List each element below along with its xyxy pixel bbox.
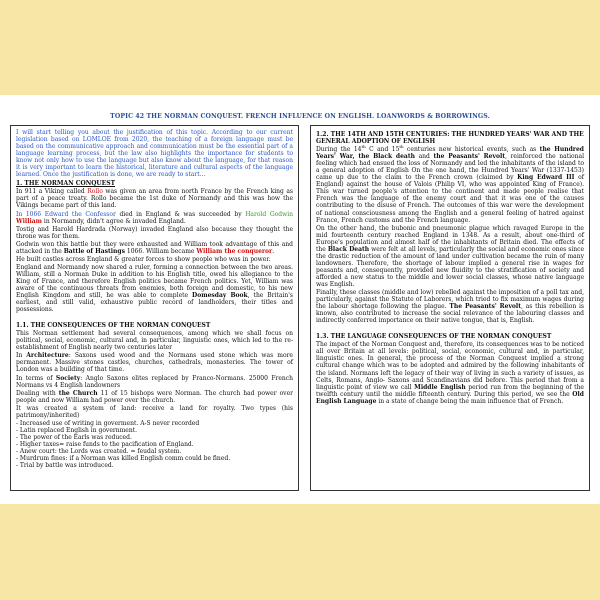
paragraph-hastings: [16, 241, 293, 255]
bold-domesday: Domesday Book: [192, 292, 248, 300]
text: in a state of change being the main influence that of French.: [376, 397, 564, 405]
section-heading-consequences: 1.1. THE CONSEQUENCES OF THE NORMAN CONQUEST: [16, 322, 211, 330]
bullet-item: - Increased use of writing in goverment. A-S never recorded: [16, 419, 200, 427]
text: 1066. William became: [124, 247, 197, 255]
paragraph-domesday: [16, 264, 293, 313]
paragraph-peasants: [316, 289, 584, 324]
text: : Anglo Saxons elites replaced by Franco-Normans. 25000 French Normans vs 4 English landowners: [16, 374, 293, 389]
paragraph-rollo: [16, 188, 293, 209]
bullet-item: - Higher taxes= raise funds to the pacification of England.: [16, 440, 194, 448]
bold-black-death: Black Death: [327, 245, 370, 253]
text: centuries new historical events, such as: [403, 146, 540, 154]
bold-peasants-revolt: The Peasants' Revolt: [449, 303, 521, 311]
text: During the 14: [316, 146, 362, 154]
right-column: [310, 125, 590, 491]
superscript: th: [399, 144, 404, 150]
section-heading-norman-conquest: 1. THE NORMAN CONQUEST: [16, 180, 116, 188]
text: C and 15: [365, 146, 400, 154]
text: Godwin won this battle but they were exhausted and William took advantage of this and attacked in the: [16, 240, 293, 255]
highlight-rollo: Rollo: [87, 188, 103, 196]
paragraph-consequences: This Norman settlement had several consequences, among which we shall focus on political, social, economic, cultural and, in particular, linguistic ones, which led to the re-establishment of English nearly two centuries later: [16, 330, 293, 352]
text: On the other hand, the bubonic and pneumonic plague which ravaged Europe in the mid fourteenth century reached England in 1348. As a result, about one-third of Europe's population and almost half of the inhabitants of Britain died. The effects of the: [316, 224, 584, 253]
paragraph-society: [16, 375, 293, 389]
bold-battle: Battle of Hastings: [63, 247, 125, 255]
bold-church: the Church: [58, 389, 98, 397]
bullet-item: - Anew court: the Lords was created. = feudal system.: [16, 447, 182, 455]
paragraph-language-consequences: [316, 341, 584, 404]
text: , the Britain's earliest, and still valid, exhaustive public record of landholders, their titles and possessions.: [16, 292, 293, 314]
text: .: [272, 247, 275, 255]
bold-edward: King Edward III: [517, 174, 575, 182]
top-banner: [0, 0, 600, 95]
text: In 911 a Viking called: [16, 188, 88, 196]
paragraph-land-system: It was created a system of land: receive a land for royalty. Two types (his patrimony/inherited): [16, 404, 293, 419]
highlight-conqueror: William the conqueror: [196, 247, 273, 255]
section-heading-language-consequences: 1.3. THE LANGUAGE CONSEQUENCES OF THE NORMAN CONQUEST: [316, 333, 552, 341]
paragraph-architecture: [16, 352, 293, 373]
bullet-item: - The power of the Earls was reduced.: [16, 433, 132, 441]
text: were felt at all levels, particularly the social and economic ones since the drastic reduction of the amount of land under cultivation became the ruin of many landowners. Therefore, the shortage of labour implied a general rise in wages for peasants and, consequently, provided new fluidity to the stratification of society and afforded a new status to the middle and lower social classes, whose native language was English.: [316, 245, 585, 288]
text: The impact of the Norman Conquest and, therefore, its consequences was to be noticed all over Britain at all levels: political, social, economic, cultural and, in particular, linguistic ones. In general, the process of the Norman Conquest implied a strong cultural change which was to be adopted and admired by the following inhabitants of the island. Normans left the legacy of their way of living in such a variety of issues, as Celts, Romans, Anglo- Saxons and Scandinavians did before. This period that from a linguistic point of view we call: [316, 341, 584, 391]
bullet-item: - Trial by battle was introduced.: [16, 462, 114, 470]
bottom-banner: [0, 504, 600, 600]
page-title: TOPIC 42 THE NORMAN CONQUEST. FRENCH INFLUENCE ON ENGLISH. LOANWORDS & BORROWINGS.: [110, 113, 490, 120]
text: 11 of 15 bishops were Norman. The church had power over people and now William had power over the church.: [16, 389, 293, 404]
highlight-harold: Harold Godwin: [245, 210, 293, 218]
text: of England) against the house of Valois (Philip VI, who was appointed King of France). This war turned people's attention to the continent and made people realise that French was the language of the enemy court and that it was one of the causes contributing to the disuse of French. The outcomes of this war were the development of national consciousness among the English and a general feeling of hatred against France, French customs and the French language.: [316, 174, 584, 224]
paragraph-14th-15th: [316, 146, 584, 224]
text: In terms of: [16, 374, 56, 382]
text: In: [16, 352, 27, 360]
text: England and Normandy now shared a ruler, forming a connection between the two areas. William, still a Norman Duke in addition to his English title, owed his allegiance to the King of France, and therefore English politics became French politics. Yet, William was aware of the continuous threats from enemies, both foreign and domestic, to his new English Kingdom and still, he was able to complete: [16, 263, 293, 300]
text: and: [414, 153, 434, 161]
left-column: [10, 125, 299, 491]
highlight-edward: In 1066 Edward the Confessor: [16, 210, 116, 218]
text: in Normandy, didn't agree & invaded England.: [42, 217, 186, 225]
text: Finally, these classes (middle and low) rebelled against the imposition of a poll tax and, particularly, against the Statute of Laborers, which tried to fix maximum wages during the labour shortage following the plague.: [316, 289, 584, 311]
bullet-item: - Murdrum fines: if a Norman was killed English comm could be fined.: [16, 455, 231, 463]
text: Dealing with: [16, 389, 59, 397]
paragraph-castles: He built castles across England & greater forces to show people who was in power.: [16, 255, 271, 263]
bold-society: Society: [55, 374, 81, 382]
section-heading-hundred-years-war: 1.2. THE 14TH AND 15TH CENTURIES: THE HUNDRED YEARS' WAR AND THE GENERAL ADOPTION OF ENGLISH: [316, 131, 584, 146]
bold-hundred-years-war: the Hundred Years' War, the Black death: [316, 146, 584, 161]
text: , as this rebellion is known, also contributed to increase the social relevance of the labouring classes and indirectly conferred importance on their native tongue, that is, English.: [316, 303, 584, 325]
text: period run from the beginning of the twelfth century until the middle fifteenth century. During this period, we see the: [316, 383, 584, 398]
bold-old-english: Old English Language: [316, 390, 584, 405]
bold-peasants-revolt: the Peasants' Revolt: [433, 153, 506, 161]
bold-architecture: Architecture: [26, 352, 69, 360]
paragraph-1066: [16, 211, 293, 225]
text: , reinforced the national feeling which had ensued the loss of Normandy and led the inhabitants of the island to a general adoption of English On the one hand, the Hundred Years' War (1337-1453) came up due to the claim to the French crown (claimed by: [316, 153, 584, 182]
superscript: th: [361, 144, 366, 150]
paragraph-black-death: [316, 225, 584, 288]
text: died in England & was succeeded by: [115, 210, 246, 218]
paragraph-church: [16, 390, 293, 404]
intro-paragraph: I will start telling you about the justification of this topic. According to our current legislation based on LOMLOE from 2020, the teaching of a foreign language must be based on the communicative approach and communication must be the essential part of a language learning process, but the law also highlights the importance for students to know not only how to use the language but also know about the language, for that reason it is very important to learn the historical, literature and cultural aspects of the language learned. Once the justification is done, we are ready to start...: [16, 129, 293, 179]
text: : Saxons used wood and the Normans used stone which was more permanent. Massive stones castles, churches, cathedrals, monasteries. The tower of London was a building of that time.: [16, 352, 293, 374]
text: was given an area from north France by the French king as part of a peace treaty. Rollo became the 1st duke of Normandy and this was how the Vikings became part of this land.: [16, 188, 294, 210]
bold-middle-english: Middle English: [414, 383, 466, 391]
paragraph-tostig: Tostig and Harold Hardrada (Norway) invaded England also because they thought the throne was for them.: [16, 225, 293, 240]
bullet-item: - Latin replaced English in government.: [16, 426, 138, 434]
highlight-william: William: [16, 217, 42, 225]
